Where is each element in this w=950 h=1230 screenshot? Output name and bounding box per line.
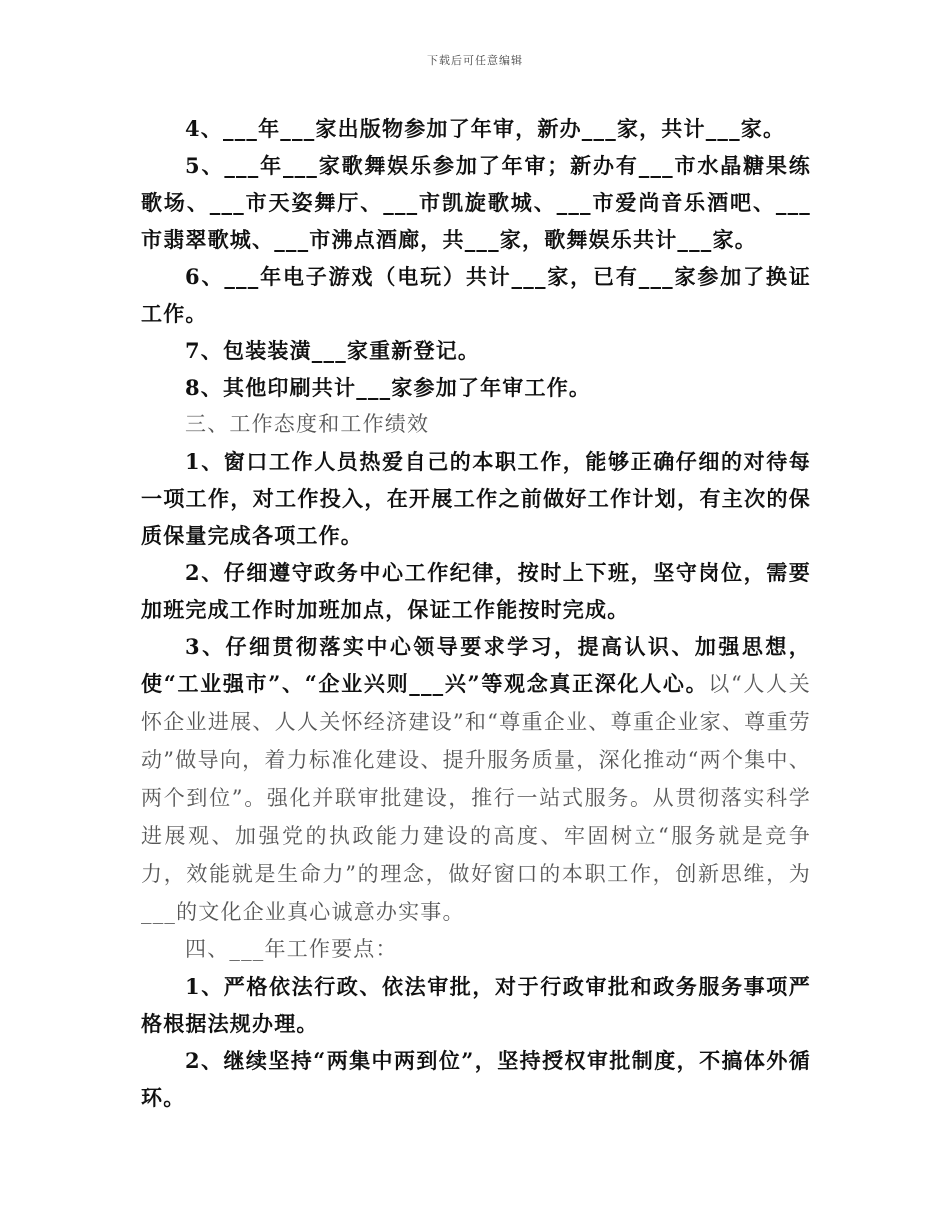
page-header: 下载后可任意编辑 (427, 54, 523, 67)
paragraph-attitude-3-light: 以“人人关怀企业进展、人人关怀经济建设”和“尊重企业、尊重企业家、尊重劳动”做导向，着力标准化建设、提升服务质量，深化推动“两个集中、两个到位”。强化并联审批建设，推行一站式服务。从贯彻落实科学进展观、加强党的执政能力建设的高度、牢固树立“服务就是竞争力，效能就是生命力”的理念，做好窗口的本职工作，创新思维，为___的文化企业真心诚意办实事。 (141, 672, 811, 924)
section-heading-work-points: 四、___年工作要点： (185, 937, 398, 961)
paragraph-attitude-3 (141, 628, 811, 931)
paragraph-attitude-1: 1、窗口工作人员热爱自己的本职工作，能够正确仔细的对待每一项工作，对工作投入，在开展工作之前做好工作计划，有主次的保质保量完成各项工作。 (141, 449, 811, 548)
paragraph-work-point-2: 2、继续坚持“两集中两到位”，坚持授权审批制度，不搞体外循环。 (141, 1048, 811, 1110)
paragraph-attitude-2: 2、仔细遵守政务中心工作纪律，按时上下班，坚守岗位，需要加班完成工作时加班加点，保证工作能按时完成。 (141, 560, 811, 622)
document-body (141, 110, 811, 1116)
paragraph-publications: 4、___年___家出版物参加了年审，新办___家，共计___家。 (185, 116, 786, 141)
paragraph-printing: 8、其他印刷共计___家参加了年审工作。 (185, 375, 592, 400)
paragraph-video-games: 6、___年电子游戏（电玩）共计___家，已有___家参加了换证工作。 (141, 264, 811, 326)
paragraph-attitude-3-bold: 3、仔细贯彻落实中心领导要求学习，提高认识、加强思想，使“工业强市”、“企业兴则___兴”等观念真正深化人心。 (141, 634, 811, 696)
paragraph-entertainment: 5、___年___家歌舞娱乐参加了年审；新办有___市水晶糖果练歌场、___市天姿舞厅、___市凯旋歌城、___市爱尚音乐酒吧、___市翡翠歌城、___市沸点酒廊，共___家，歌舞娱乐共计___家。 (141, 153, 811, 252)
section-heading-attitude: 三、工作态度和工作绩效 (185, 412, 430, 436)
paragraph-work-point-1: 1、严格依法行政、依法审批，对于行政审批和政务服务事项严格根据法规办理。 (141, 974, 811, 1036)
paragraph-packaging: 7、包装装潢___家重新登记。 (185, 338, 481, 363)
